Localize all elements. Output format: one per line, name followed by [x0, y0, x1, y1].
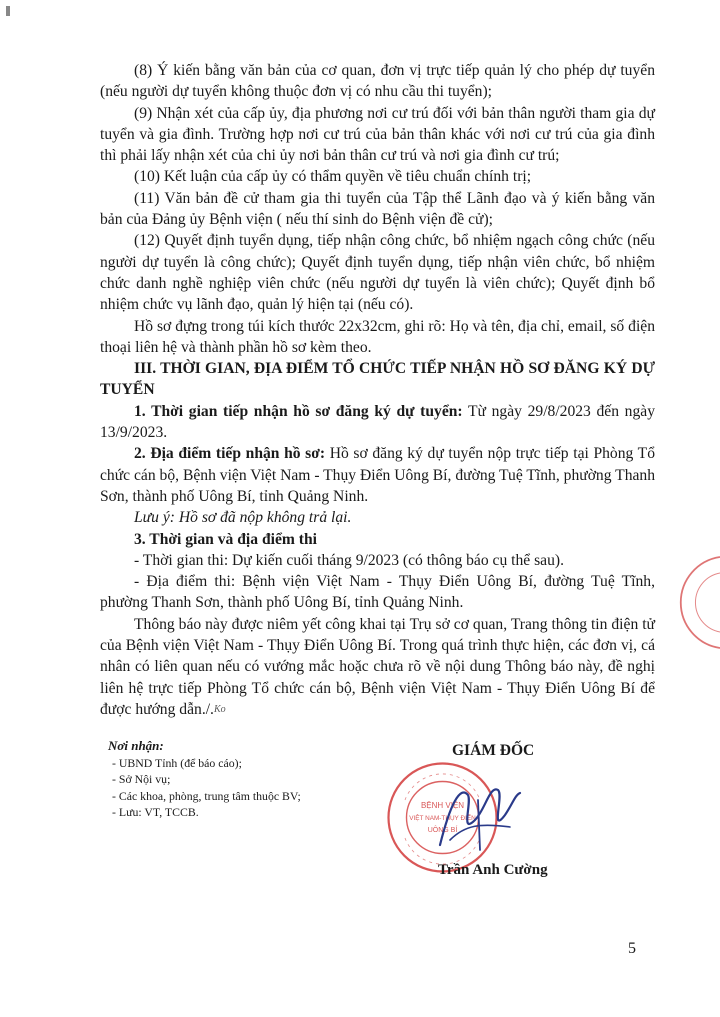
- paragraph-folder: Hồ sơ đựng trong túi kích thước 22x32cm, ghi rõ: Họ và tên, địa chỉ, email, số điện thoại liên hệ và thành phần hồ sơ kèm theo.: [100, 317, 655, 356]
- initials-mark: Ko: [213, 703, 226, 715]
- section-3-item-1: [100, 401, 655, 444]
- seal-line-2: VIỆT NAM-THỤY ĐIỂN: [409, 815, 476, 822]
- item-2-text: Hồ sơ đăng ký dự tuyển nộp trực tiếp tại Phòng Tổ chức cán bộ, Bệnh viện Việt Nam - Thụy Điển Uông Bí, đường Tuệ Tĩnh, phường Thanh Sơn, thành phố Uông Bí, tỉnh Quảng Ninh.: [100, 445, 655, 505]
- closing-paragraph: [100, 614, 655, 720]
- page-edge-stamp: [678, 555, 720, 650]
- section-3-item-3-label: 3. Thời gian và địa điểm thi: [134, 530, 317, 548]
- paragraph-11: (11) Văn bản đề cử tham gia thi tuyển của Tập thể Lãnh đạo và ý kiến bằng văn bản của Đảng ủy Bệnh viện ( nếu thí sinh do Bệnh viện đề cử);: [100, 189, 655, 229]
- item-1-label: 1. Thời gian tiếp nhận hồ sơ đăng ký dự tuyển:: [134, 402, 463, 420]
- paragraph-10: (10) Kết luận của cấp ủy có thẩm quyền về tiêu chuẩn chính trị;: [134, 168, 532, 186]
- director-signature: [420, 765, 530, 865]
- director-name: Trần Anh Cường: [438, 862, 548, 878]
- recipient-item: - Lưu: VT, TCCB.: [112, 805, 199, 819]
- section-3-heading: III. THỜI GIAN, ĐỊA ĐIỂM TỔ CHỨC TIẾP NHẬN HỒ SƠ ĐĂNG KÝ DỰ TUYỂN: [100, 360, 655, 399]
- exam-place: - Địa điểm thi: Bệnh viện Việt Nam - Thụy Điển Uông Bí, đường Tuệ Tĩnh, phường Thanh Sơn, thành phố Uông Bí, tỉnh Quảng Ninh.: [100, 573, 655, 612]
- item-1-text: Từ ngày 29/8/2023 đến ngày 13/9/2023.: [100, 402, 655, 442]
- item-2-label: 2. Địa điểm tiếp nhận hồ sơ:: [134, 445, 326, 463]
- recipient-item: - Các khoa, phòng, trung tâm thuộc BV;: [112, 788, 301, 803]
- recipients-title: Nơi nhận:: [108, 738, 164, 753]
- paragraph-8: (8) Ý kiến bằng văn bản của cơ quan, đơn vị trực tiếp quản lý cho phép dự tuyển (nếu người dự tuyển không thuộc đơn vị có nhu cầu thi tuyển);: [100, 62, 655, 101]
- exam-time: - Thời gian thi: Dự kiến cuối tháng 9/2023 (có thông báo cụ thể sau).: [134, 551, 564, 569]
- director-title: GIÁM ĐỐC: [452, 742, 535, 759]
- section-3-item-2: [100, 443, 655, 507]
- recipient-item: - UBND Tỉnh (để báo cáo);: [112, 755, 242, 770]
- note: Lưu ý: Hồ sơ đã nộp không trả lại.: [134, 509, 352, 527]
- scan-mark: [6, 6, 10, 16]
- seal-line-3: UÔNG BÍ: [427, 827, 458, 834]
- paragraph-9: (9) Nhận xét của cấp ủy, địa phương nơi cư trú đối với bản thân người tham gia dự tuyển và gia đình. Trường hợp nơi cư trú của bản thân khác với nơi cư trú của gia đình thì phải lấy nhận xét của chi ủy nơi bản thân cư trú và nơi gia đình cư trú;: [100, 104, 655, 165]
- recipients-block: [100, 738, 400, 821]
- recipient-item: - Sở Nội vụ;: [112, 772, 171, 786]
- closing-text: Thông báo này được niêm yết công khai tại Trụ sở cơ quan, Trang thông tin điện tử của Bệnh viện Việt Nam - Thụy Điển Uông Bí. Trong quá trình thực hiện, các đơn vị, cá nhân có liên quan nếu có vướng mắc hoặc chưa rõ về nội dung Thông báo này, đề nghị liên hệ trực tiếp Phòng Tổ chức cán bộ, Bệnh viện Việt Nam - Thụy Điển Uông Bí để được hướng dẫn./.: [100, 615, 655, 718]
- paragraph-12: (12) Quyết định tuyển dụng, tiếp nhận công chức, bổ nhiệm ngạch công chức (nếu người dự tuyển là công chức); Quyết định tuyển dụng, tiếp nhận viên chức, bổ nhiệm chức danh nghề nghiệp viên chức (nếu người dự tuyển là viên chức); Quyết định bổ nhiệm chức vụ lãnh đạo, quản lý hiện tại (nếu có).: [100, 232, 655, 314]
- document-body: [100, 60, 655, 720]
- page-number: 5: [628, 940, 636, 957]
- seal-line-1: BỆNH VIỆN: [420, 801, 465, 810]
